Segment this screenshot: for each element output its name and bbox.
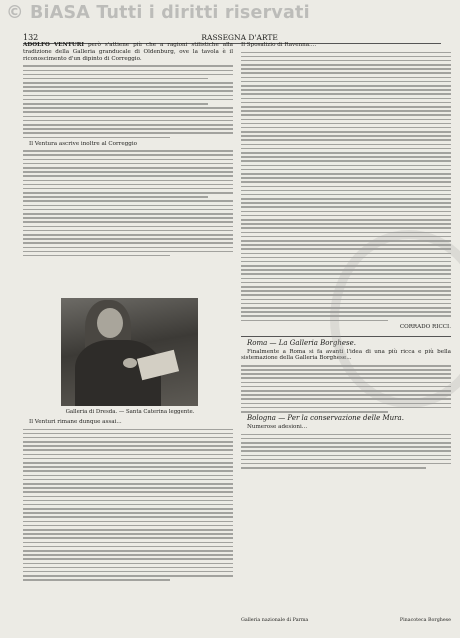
section-title-roma: Roma — La Galleria Borghese. — [247, 338, 356, 347]
left-text-block-2 — [23, 150, 233, 256]
lead-text: però s'attiene più che a ragioni stilistiche alla tradizione della Galleria granducale di Oldenburg, ove la tavola è il riconoscimento d'un dipinto di Correggio. — [23, 42, 234, 62]
left-paragraph-2: Il Ventura ascrive inoltre al Correggio — [29, 140, 137, 147]
footer-right: Pinacoteca Borghese — [399, 618, 451, 623]
section-text-roma: Finalmente a Roma si fa avanti l'idea di una più ricca e più bella sistemazione della Galleria Borghese... — [241, 348, 451, 362]
footer-left: Galleria nazionale di Parma — [241, 618, 309, 623]
watermark: © BiASA Tutti i diritti riservati — [6, 3, 310, 23]
lead-paragraph — [23, 42, 233, 63]
running-title: RASSEGNA D'ARTE — [201, 33, 278, 42]
lead-name: ADOLFO VENTURI — [23, 42, 84, 48]
left-column-lower — [23, 419, 233, 583]
page-footer — [241, 618, 451, 623]
left-column — [23, 42, 233, 259]
right-text-block-2 — [241, 365, 451, 413]
painting-illustration — [61, 298, 198, 406]
left-text-block-3 — [23, 429, 233, 581]
left-text-block-1 — [23, 65, 233, 138]
page-number: 132 — [23, 33, 39, 42]
section-text-bologna: Numerose adesioni... — [247, 424, 308, 431]
left-paragraph-3: Il Venturi rimane dunque assai... — [29, 419, 122, 425]
signature: CORRADO RICCI. — [399, 323, 451, 330]
right-column — [241, 42, 451, 471]
section-title-bologna: Bologna — Per la conservazione delle Mura. — [247, 414, 404, 423]
section-divider — [241, 336, 451, 337]
figure-caption: Galleria di Dresda. — Santa Caterina leggente. — [65, 409, 195, 415]
right-paragraph-1: Il Sposalizio di Ravenna.... — [241, 42, 317, 48]
right-text-block-3 — [241, 434, 451, 469]
right-text-block-1 — [241, 52, 451, 322]
